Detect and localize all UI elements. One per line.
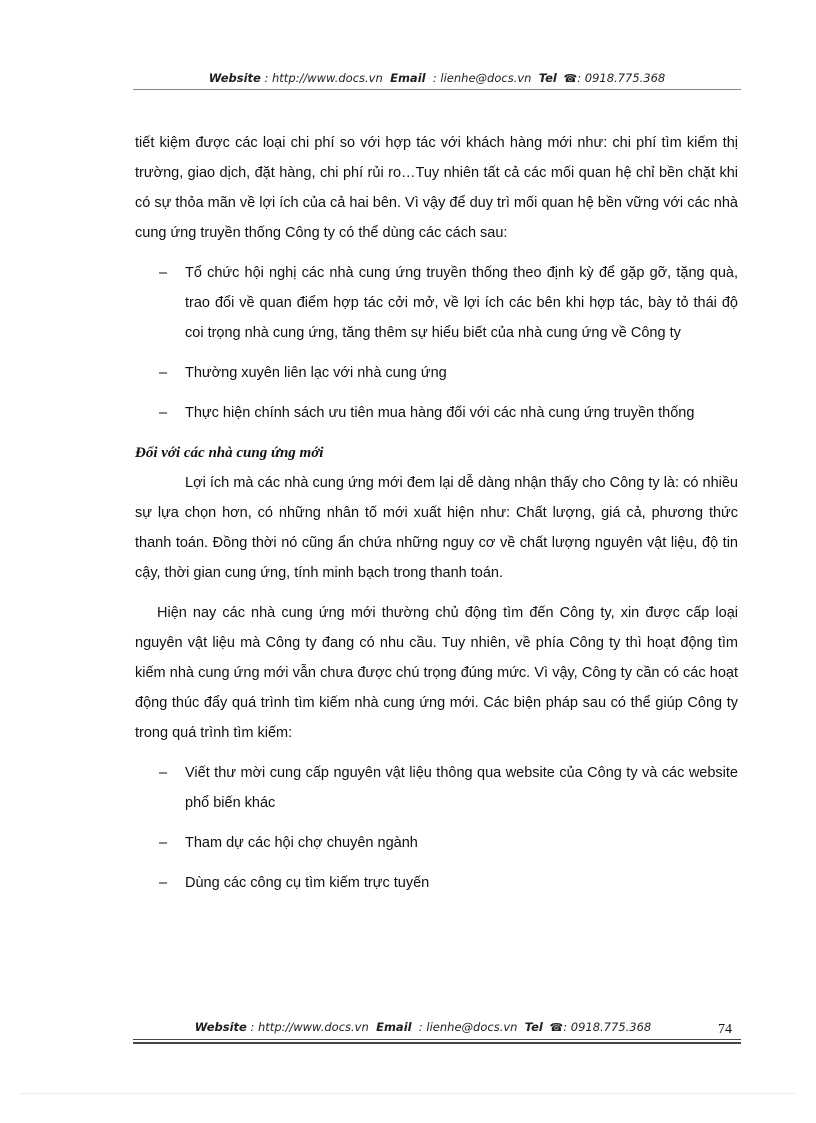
header-email-value: : lienhe@docs.vn: [432, 71, 532, 85]
dash-bullet: –: [159, 835, 168, 851]
list-item: [135, 868, 738, 898]
list-item: [135, 258, 738, 348]
paragraph-3: Hiện nay các nhà cung ứng mới thường chủ động tìm đến Công ty, xin được cấp loại nguyên vật liệu mà Công ty đang có nhu cầu. Tuy nhiên, về phía Công ty thì hoạt động tìm kiếm nhà cung ứng mới vẫn chưa được chú trọng đúng mức. Vì vậy, Công ty cần có các hoạt động thúc đẩy quá trình tìm kiếm nhà cung ứng mới. Các biện pháp sau có thể giúp Công ty trong quá trình tìm kiếm:: [135, 605, 738, 741]
phone-icon: ☎: [549, 1021, 564, 1034]
list-item-text: Tham dự các hội chợ chuyên ngành: [185, 835, 418, 851]
footer-email-value: : lienhe@docs.vn: [418, 1020, 518, 1034]
list-item-text: Viết thư mời cung cấp nguyên vật liệu thông qua website của Công ty và các website phổ biến khác: [185, 765, 738, 811]
list-item: [135, 828, 738, 858]
footer-tel-value: : 0918.775.368: [563, 1020, 652, 1034]
footer-website-label: Website: [194, 1020, 247, 1034]
list-item: [135, 758, 738, 818]
dash-bullet: –: [159, 365, 168, 381]
dash-bullet: –: [159, 405, 168, 421]
dash-bullet: –: [159, 765, 168, 781]
dash-bullet: –: [159, 265, 168, 281]
footer-divider-thick: [133, 1042, 741, 1044]
list-item-text: Tổ chức hội nghị các nhà cung ứng truyền thống theo định kỳ để gặp gỡ, tặng quà, trao đổi về quan điểm hợp tác cởi mở, về lợi ích các bên khi hợp tác, bày tỏ thái độ coi trọng nhà cung ứng, tăng thêm sự hiểu biết của nhà cung ứng về Công ty: [185, 265, 738, 341]
header-website-label: Website: [208, 71, 261, 85]
page-footer: [133, 1020, 713, 1034]
document-body: [135, 128, 738, 908]
traditional-supplier-list: [135, 258, 738, 428]
header-email-label: Email: [390, 71, 426, 85]
list-item-text: Thực hiện chính sách ưu tiên mua hàng đối với các nhà cung ứng truyền thống: [185, 405, 695, 421]
list-item-text: Thường xuyên liên lạc với nhà cung ứng: [185, 365, 447, 381]
list-item: [135, 358, 738, 388]
header-divider: [133, 89, 741, 90]
header-website-value: : http://www.docs.vn: [264, 71, 383, 85]
list-item: [135, 398, 738, 428]
section-subheading: Đối với các nhà cung ứng mới: [135, 445, 324, 461]
footer-divider: [133, 1039, 741, 1040]
new-supplier-list: [135, 758, 738, 898]
dash-bullet: –: [159, 875, 168, 891]
header-tel-label: Tel: [538, 71, 557, 85]
phone-icon: ☎: [563, 72, 578, 85]
footer-email-label: Email: [376, 1020, 412, 1034]
footer-website-value: : http://www.docs.vn: [250, 1020, 369, 1034]
page-header: [133, 71, 741, 85]
list-item-text: Dùng các công cụ tìm kiếm trực tuyến: [185, 875, 430, 891]
paragraph-1: tiết kiệm được các loại chi phí so với hợp tác với khách hàng mới như: chi phí tìm kiếm thị trường, giao dịch, đặt hàng, chi phí rủi ro…Tuy nhiên tất cả các mối quan hệ chỉ bền chặt khi có sự thỏa mãn về lợi ích của cả hai bên. Vì vậy để duy trì mối quan hệ bền vững với các nhà cung ứng truyền thống Công ty có thể dùng các cách sau:: [135, 135, 738, 241]
paragraph-2: Lợi ích mà các nhà cung ứng mới đem lại dễ dàng nhận thấy cho Công ty là: có nhiều sự lựa chọn hơn, có những nhân tố mới xuất hiện như: Chất lượng, giá cả, phương thức thanh toán. Đồng thời nó cũng ẩn chứa những nguy cơ về chất lượng nguyên vật liệu, độ tin cậy, thời gian cung ứng, tính minh bạch trong thanh toán.: [135, 475, 738, 581]
footer-tel-label: Tel: [524, 1020, 543, 1034]
page-bottom-border: [20, 1093, 796, 1094]
header-tel-value: : 0918.775.368: [577, 71, 666, 85]
page-number: 74: [718, 1022, 732, 1037]
